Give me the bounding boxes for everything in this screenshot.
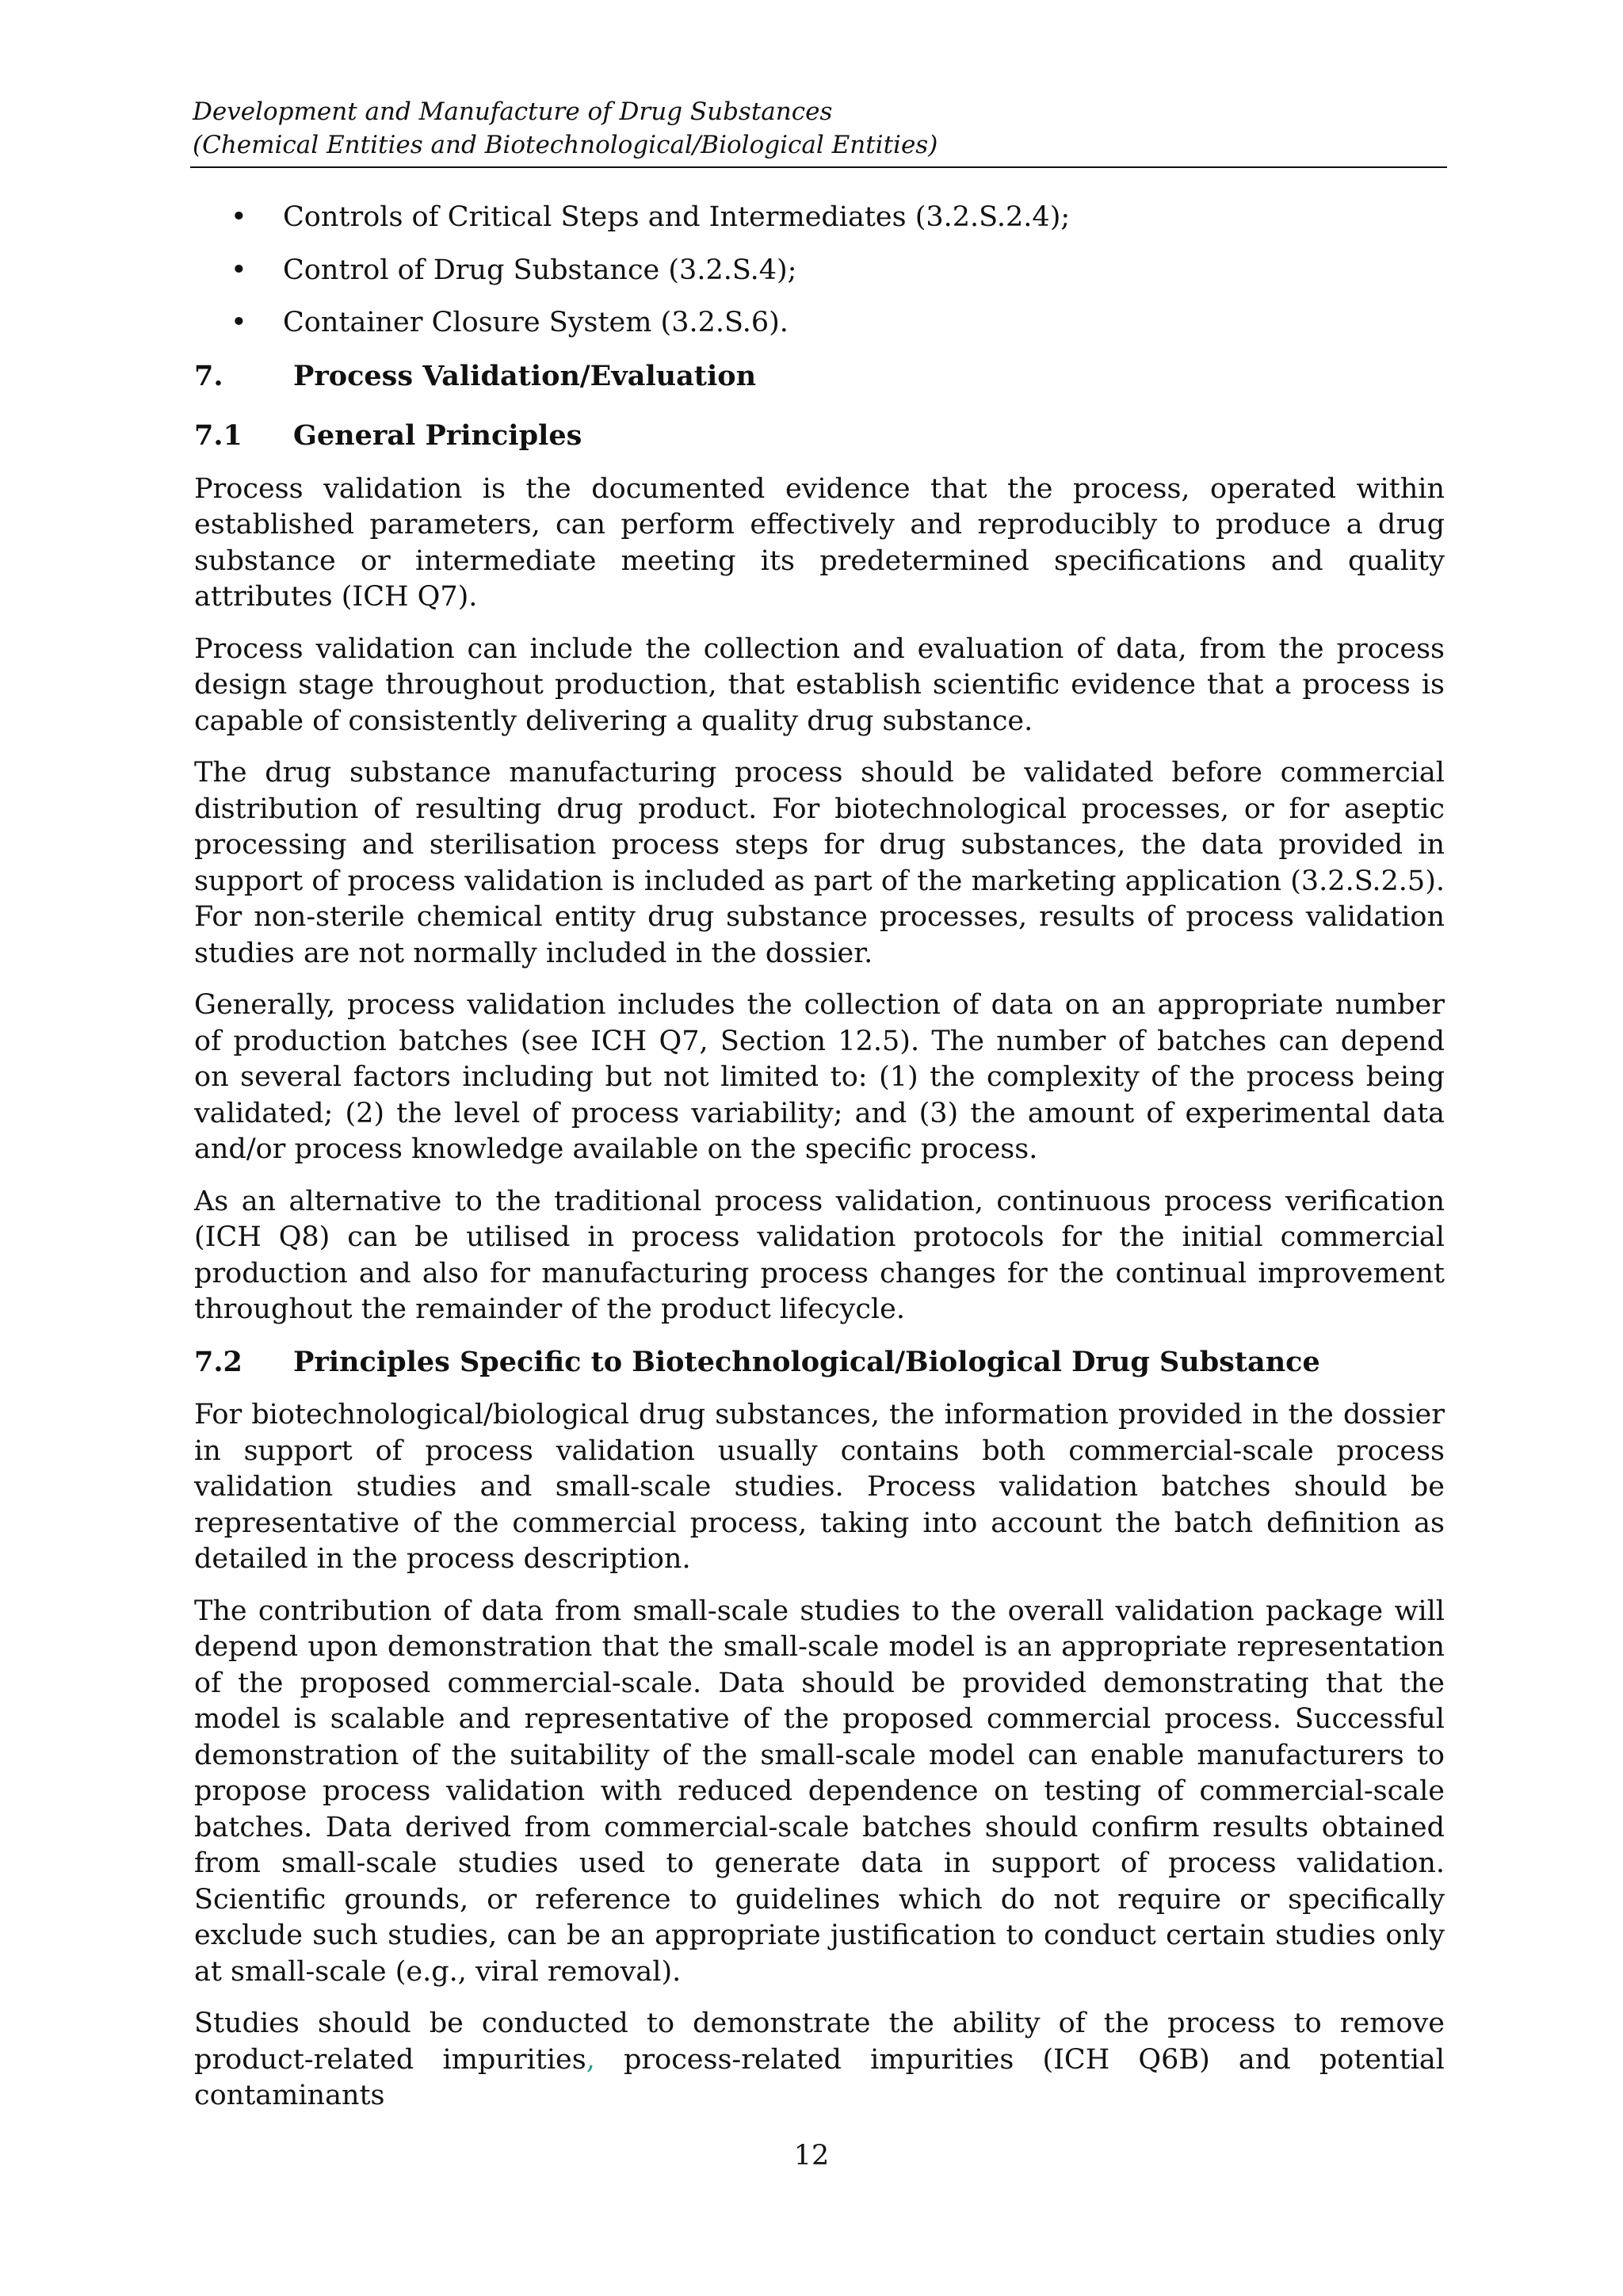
section-number: 7.2 [194,1345,242,1378]
body-content [194,200,1445,2115]
list-item [194,253,1445,289]
bullet-text: Control of Drug Substance (3.2.S.4); [283,254,797,286]
bullet-icon: • [231,254,247,286]
bullet-icon: • [231,307,247,338]
page-number: 12 [793,2140,830,2172]
paragraph-text: Studies should be conducted to demonstrate the ability of the process to remove product-related impurities [194,2008,1445,2076]
section-7-1-heading [194,418,1445,454]
highlighted-comma: , [586,2043,595,2076]
bullet-list [194,200,1445,342]
section-title: Process Validation/Evaluation [293,359,757,392]
paragraph: The drug substance manufacturing process should be validated before commercial distribution of resulting drug product. For biotechnological processes, or for aseptic processing and sterilisation process steps for drug substances, the data provided in support of process validation is included as part of the marketing application (3.2.S.2.5). For non-sterile chemical entity drug substance processes, results of process validation studies are not normally included in the dossier. [194,757,1445,969]
section-7-2-heading [194,1344,1445,1381]
bullet-text: Controls of Critical Steps and Intermediates (3.2.S.2.4); [283,201,1071,233]
section-title: Principles Specific to Biotechnological/Biological Drug Substance [293,1345,1320,1378]
paragraph: For biotechnological/biological drug substances, the information provided in the dossier in support of process validation usually contains both commercial-scale process validation studies and small-scale studies. Process validation batches should be representative of the commercial process, taking into account the batch definition as detailed in the process description. [194,1399,1445,1575]
paragraph: The contribution of data from small-scale studies to the overall validation package will depend upon demonstration that the small-scale model is an appropriate representation of the proposed commercial-scale. Data should be provided demonstrating that the model is scalable and representative of the proposed commercial process. Successful demonstration of the suitability of the small-scale model can enable manufacturers to propose process validation with reduced dependence on testing of commercial-scale batches. Data derived from commercial-scale batches should confirm results obtained from small-scale studies used to generate data in support of process validation. Scientific grounds, or reference to guidelines which do not require or specifically exclude such studies, can be an appropriate justification to conduct certain studies only at small-scale (e.g., viral removal). [194,1595,1445,1988]
paragraph: Process validation is the documented evidence that the process, operated within established parameters, can perform effectively and reproducibly to produce a drug substance or intermediate meeting its predetermined specifications and quality attributes (ICH Q7). [194,472,1445,613]
paragraph-text: process-related impurities (ICH Q6B) and potential contaminants [194,2043,1445,2111]
paragraph: Generally, process validation includes the collection of data on an appropriate number of production batches (see ICH Q7, Section 12.5). The number of batches can depend on several factors including but not limited to: (1) the complexity of the process being validated; (2) the level of process variability; and (3) the amount of experimental data and/or process knowledge available on the specific process. [194,989,1445,1165]
paragraph: As an alternative to the traditional process validation, continuous process verification (ICH Q8) can be utilised in process validation protocols for the initial commercial production and also for manufacturing process changes for the continual improvement throughout the remainder of the product lifecycle. [194,1185,1445,1325]
bullet-icon: • [231,201,247,233]
bullet-text: Container Closure System (3.2.S.6). [283,307,789,338]
header-line-1: Development and Manufacture of Drug Substances [193,97,833,126]
running-header [193,95,1445,162]
section-title: General Principles [293,419,582,452]
header-divider [190,166,1447,168]
section-number: 7. [194,359,223,392]
section-number: 7.1 [194,419,242,452]
paragraph [194,2006,1445,2115]
paragraph: Process validation can include the collection and evaluation of data, from the process design stage throughout production, that establish scientific evidence that a process is capable of consistently delivering a quality drug substance. [194,632,1445,737]
section-7-heading [194,358,1445,395]
list-item [194,200,1445,236]
list-item [194,305,1445,342]
header-line-2: (Chemical Entities and Biotechnological/Biological Entities) [193,131,938,159]
